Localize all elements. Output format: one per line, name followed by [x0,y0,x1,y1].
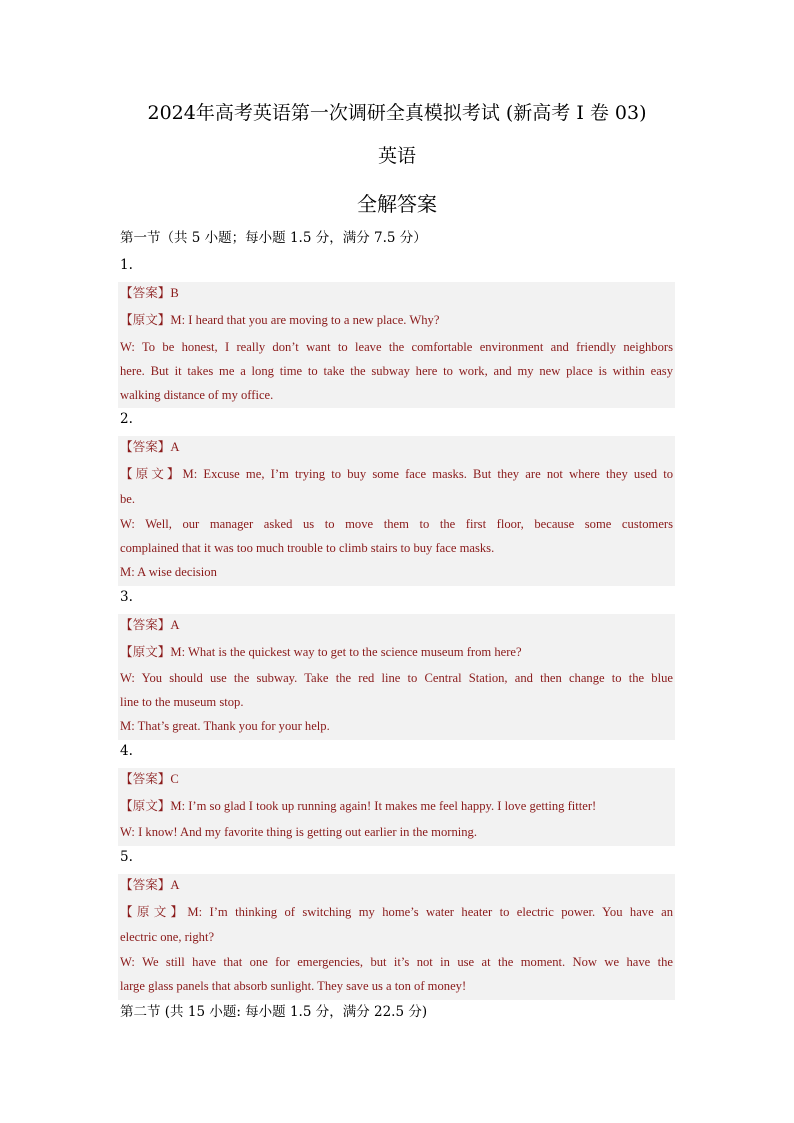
question-number: 1. [120,257,133,273]
exam-title: 2024年高考英语第一次调研全真模拟考试 (新高考 I 卷 03) [147,102,647,124]
section-2-heading: 第二节 (共 15 小题: 每小题 1.5 分，满分 22.5 分) [120,1004,428,1020]
answer-line: 【答案】A [120,878,180,892]
transcript-line: complained that it was too much trouble to climb stairs to buy face masks. [120,541,495,555]
answer-subtitle: 全解答案 [357,192,437,216]
transcript-line: W: You should use the subway. Take the red line to Central Station, and then change to the blue [120,671,673,685]
transcript-line: W: We still have that one for emergencies, but it’s not in use at the moment. Now we have the [120,955,673,969]
answer-block [118,874,675,1000]
transcript-line: 【原文】M: I heard that you are moving to a new place. Why? [120,313,440,327]
subject-title: 英语 [377,145,416,167]
answer-line: 【答案】B [120,286,179,300]
transcript-line: line to the museum stop. [120,695,244,709]
question-number: 2. [120,411,133,427]
transcript-line: 【原文】M: What is the quickest way to get to the science museum from here? [120,645,522,659]
answer-line: 【答案】A [120,618,180,632]
transcript-line: 【原文】M: Excuse me, I’m trying to buy some face masks. But they are not where they used to [120,467,673,481]
question-number: 4. [120,743,133,759]
transcript-line: W: Well, our manager asked us to move them to the first floor, because some customers [120,517,673,531]
transcript-line: 【原文】M: I’m thinking of switching my home’s water heater to electric power. You have an [120,905,673,919]
answer-block [118,436,675,586]
answer-line: 【答案】A [120,440,180,454]
transcript-line: W: To be honest, I really don’t want to leave the comfortable environment and friendly neighbors [120,340,673,354]
question-number: 3. [120,589,133,605]
answer-block [118,768,675,846]
transcript-line: walking distance of my office. [120,388,274,402]
transcript-line: be. [120,492,136,506]
answer-line: 【答案】C [120,772,179,786]
section-1-heading: 第一节（共 5 小题；每小题 1.5 分，满分 7.5 分） [120,230,427,246]
answer-block [118,282,675,408]
transcript-line: M: That’s great. Thank you for your help. [120,719,330,733]
transcript-line: here. But it takes me a long time to take the subway here to work, and my new place is within easy [120,364,673,378]
transcript-line: large glass panels that absorb sunlight. They save us a ton of money! [120,979,467,993]
transcript-line: 【原文】M: I’m so glad I took up running again! It makes me feel happy. I love getting fitter! [120,799,597,813]
transcript-line: W: I know! And my favorite thing is getting out earlier in the morning. [120,825,477,839]
transcript-line: M: A wise decision [120,565,217,579]
answer-block [118,614,675,740]
question-number: 5. [120,849,133,865]
transcript-line: electric one, right? [120,930,215,944]
